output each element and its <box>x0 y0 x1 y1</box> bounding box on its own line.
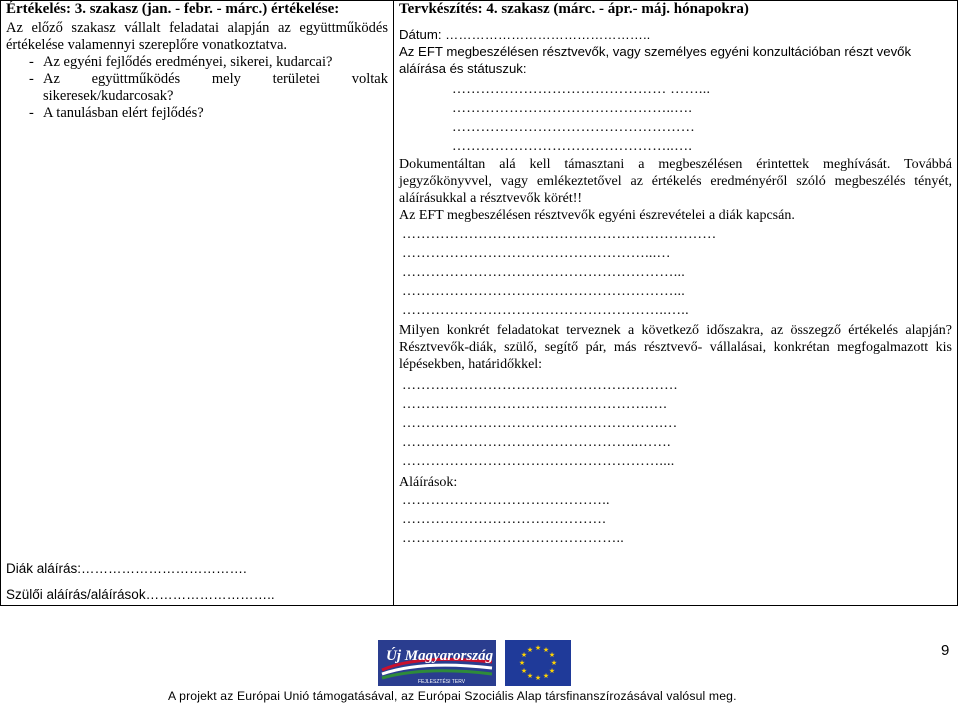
evaluation-column <box>6 0 388 606</box>
documentation-note: Dokumentáltan alá kell támasztani a megbeszélésen érintettek meghívását. Továbbá jegyzőkönyvvel, vagy emlékeztetővel az értékelés eredményéről szóló megbeszélés tényét, aláírásukkal a résztvevők körét!! <box>399 157 952 206</box>
logo-um-subtitle: FEJLESZTÉSI TERV <box>418 679 466 685</box>
eu-flag-graphic <box>505 640 571 686</box>
svg-text:★: ★ <box>548 667 556 675</box>
svg-text:★: ★ <box>542 646 550 654</box>
comment-line[interactable]: ………………………………………………………… <box>402 227 717 242</box>
question-item <box>6 105 388 122</box>
evaluation-heading: Értékelés: 3. szakasz (jan. - febr. - márc.) értékelése: <box>6 1 340 17</box>
uj-magyarorszag-logo-graphic <box>378 640 496 686</box>
list-dash: - <box>29 71 34 87</box>
comment-line[interactable]: ……………………………………………...… <box>402 246 671 261</box>
evaluation-questions <box>6 54 388 122</box>
eu-flag-logo <box>505 640 571 686</box>
question-item <box>6 54 388 71</box>
funding-notice: A projekt az Európai Unió támogatásával, az Európai Szociális Alap társfinanszírozásával valósul meg. <box>168 689 737 703</box>
svg-text:★: ★ <box>520 651 528 659</box>
comment-line[interactable]: …………………………………………………... <box>402 265 686 280</box>
question-text: A tanulásban elért fejlődés? <box>43 105 204 121</box>
date-field[interactable]: Dátum: ……………………………………….. <box>399 27 651 42</box>
comment-line[interactable]: ………………………………………………..….. <box>402 303 689 318</box>
question-item <box>6 71 388 105</box>
svg-text:★: ★ <box>526 672 534 680</box>
svg-text:★: ★ <box>548 651 556 659</box>
signature-line[interactable]: …………………………………….. <box>402 493 610 508</box>
signature-line[interactable]: ………………………………………..…. <box>452 139 693 154</box>
question-text: Az együttműködés mely területei voltak sikeresek/kudarcosak? <box>43 71 388 104</box>
comments-prompt: Az EFT megbeszélésen résztvevők egyéni észrevételei a diák kapcsán. <box>399 208 795 223</box>
signatures-lines <box>399 491 952 548</box>
logo-um-title: Új Magyarország <box>386 648 494 664</box>
signature-line[interactable]: ……………………………………….. <box>402 531 625 546</box>
consultation-text: Az EFT megbeszélésen résztvevők, vagy személyes egyéni konzultációban részt vevők aláírása és státuszuk: <box>399 44 912 76</box>
svg-text:★: ★ <box>550 659 558 667</box>
task-line[interactable]: ……………………………………………….… <box>402 416 678 431</box>
signatures-label: Aláírások: <box>399 475 458 490</box>
task-line[interactable]: …………………………………………………. <box>402 378 678 393</box>
list-dash: - <box>29 54 34 70</box>
student-signature-field[interactable]: Diák aláírás:………………………………. <box>6 561 247 576</box>
planning-heading: Tervkészítés: 4. szakasz (márc. - ápr.- máj. hónapokra) <box>399 1 749 17</box>
svg-text:★: ★ <box>526 646 534 654</box>
task-line[interactable]: ……………………………………………….... <box>402 454 675 469</box>
svg-text:★: ★ <box>534 644 542 652</box>
list-dash: - <box>29 105 34 121</box>
signature-line[interactable]: ……………………………………. <box>402 512 606 527</box>
signature-line[interactable]: ……………………………………… ……... <box>452 82 711 97</box>
signature-line[interactable]: ………………………………………..…. <box>452 101 693 116</box>
question-text: Az egyéni fejlődés eredményei, sikerei, kudarcai? <box>43 54 333 70</box>
comment-line[interactable]: …………………………………………………... <box>402 284 686 299</box>
svg-text:★: ★ <box>518 659 526 667</box>
task-line[interactable]: …………………………………………….…. <box>402 397 667 412</box>
planning-column <box>399 0 952 606</box>
parent-signature-field[interactable]: Szülői aláírás/aláírások……………………….. <box>6 587 275 602</box>
task-line[interactable]: …………………………………………..……. <box>402 435 671 450</box>
consultation-signature-lines <box>399 80 952 156</box>
signature-line[interactable]: …………………………………………… <box>452 120 696 135</box>
tasks-lines <box>399 376 952 471</box>
column-divider <box>393 0 394 606</box>
tasks-prompt: Milyen konkrét feladatokat terveznek a következő időszakra, az összegző értékelés alapján? Résztvevők-diák, szülő, segítő pár, más résztvevő- vállalásai, konkrétan megfogalmazott kis lépésekben, határidőkkel: <box>399 323 952 372</box>
svg-text:★: ★ <box>520 667 528 675</box>
evaluation-intro: Az előző szakasz vállalt feladatai alapján az együttműködés értékelése valamennyi szereplőre vonatkoztatva. <box>6 20 388 53</box>
uj-magyarorszag-logo <box>378 640 496 686</box>
comments-lines <box>399 225 952 320</box>
svg-text:★: ★ <box>534 674 542 682</box>
svg-text:★: ★ <box>542 672 550 680</box>
page-number: 9 <box>941 642 950 659</box>
